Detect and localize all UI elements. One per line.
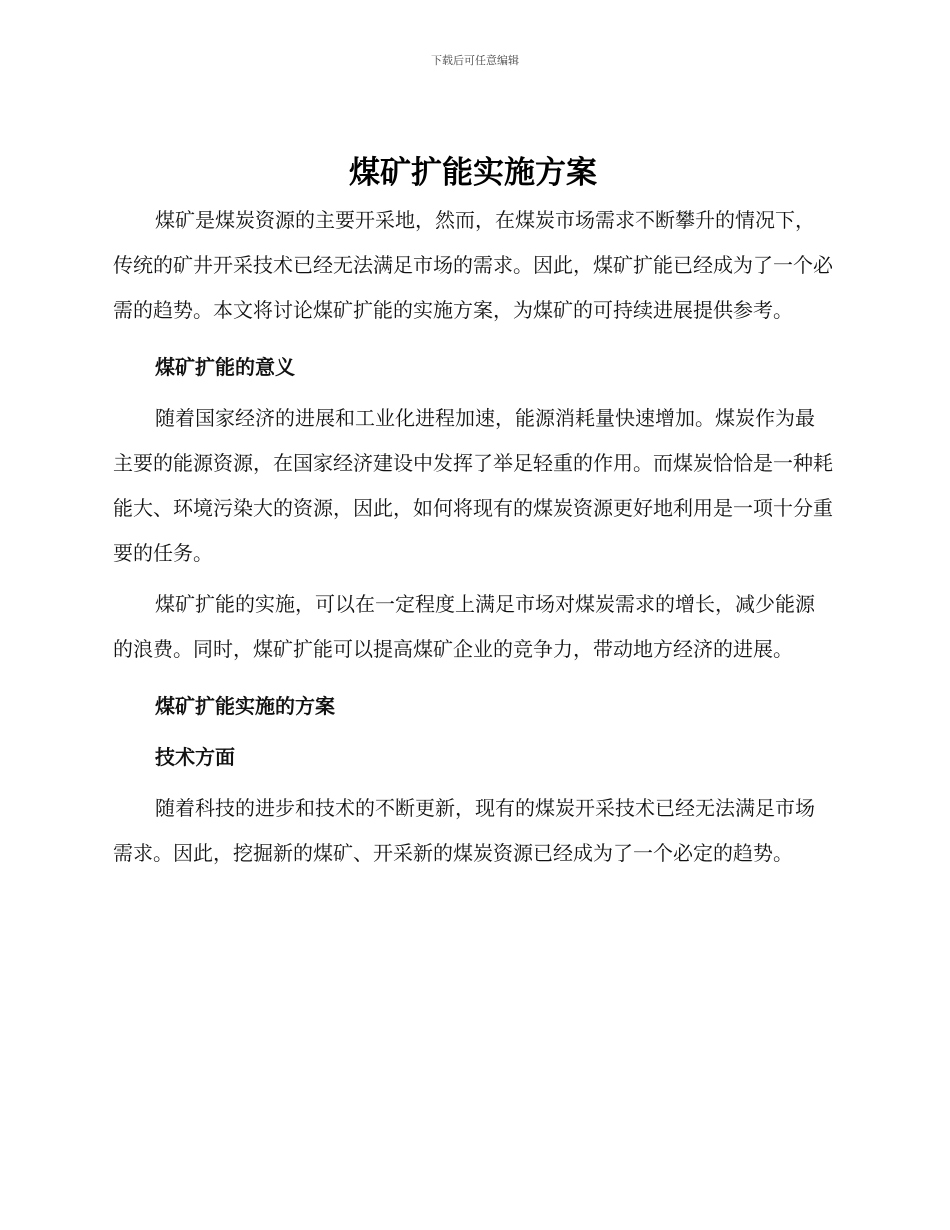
section-heading-plan: 煤矿扩能实施的方案 bbox=[155, 694, 335, 718]
spacer bbox=[113, 333, 833, 345]
technology-paragraph: 随着科技的进步和技术的不断更新，现有的煤炭开采技术已经无法满足市场需求。因此，挖掘新的煤矿、开采新的煤炭资源已经成为了一个必定的趋势。 bbox=[113, 796, 815, 865]
page-header-note: 下载后可任意编辑 bbox=[431, 54, 519, 67]
subsection-heading-technology: 技术方面 bbox=[155, 745, 235, 769]
document-title: 煤矿扩能实施方案 bbox=[349, 155, 597, 191]
section-heading-significance: 煤矿扩能的意义 bbox=[155, 355, 295, 379]
spacer bbox=[113, 672, 833, 684]
intro-paragraph: 煤矿是煤炭资源的主要开采地，然而，在煤炭市场需求不断攀升的情况下，传统的矿井开采技术已经无法满足市场的需求。因此，煤矿扩能已经成为了一个必需的趋势。本文将讨论煤矿扩能的实施方案，为煤矿的可持续进展提供参考。 bbox=[113, 208, 833, 322]
significance-paragraph-1: 随着国家经济的进展和工业化进程加速，能源消耗量快速增加。煤炭作为最主要的能源资源，在国家经济建设中发挥了举足轻重的作用。而煤炭恰恰是一种耗能大、环境污染大的资源，因此，如何将现有的煤炭资源更好地利用是一项十分重要的任务。 bbox=[113, 406, 833, 565]
document-body bbox=[113, 148, 833, 876]
significance-paragraph-2: 煤矿扩能的实施，可以在一定程度上满足市场对煤炭需求的增长，减少能源的浪费。同时，煤矿扩能可以提高煤矿企业的竞争力，带动地方经济的进展。 bbox=[113, 592, 815, 661]
